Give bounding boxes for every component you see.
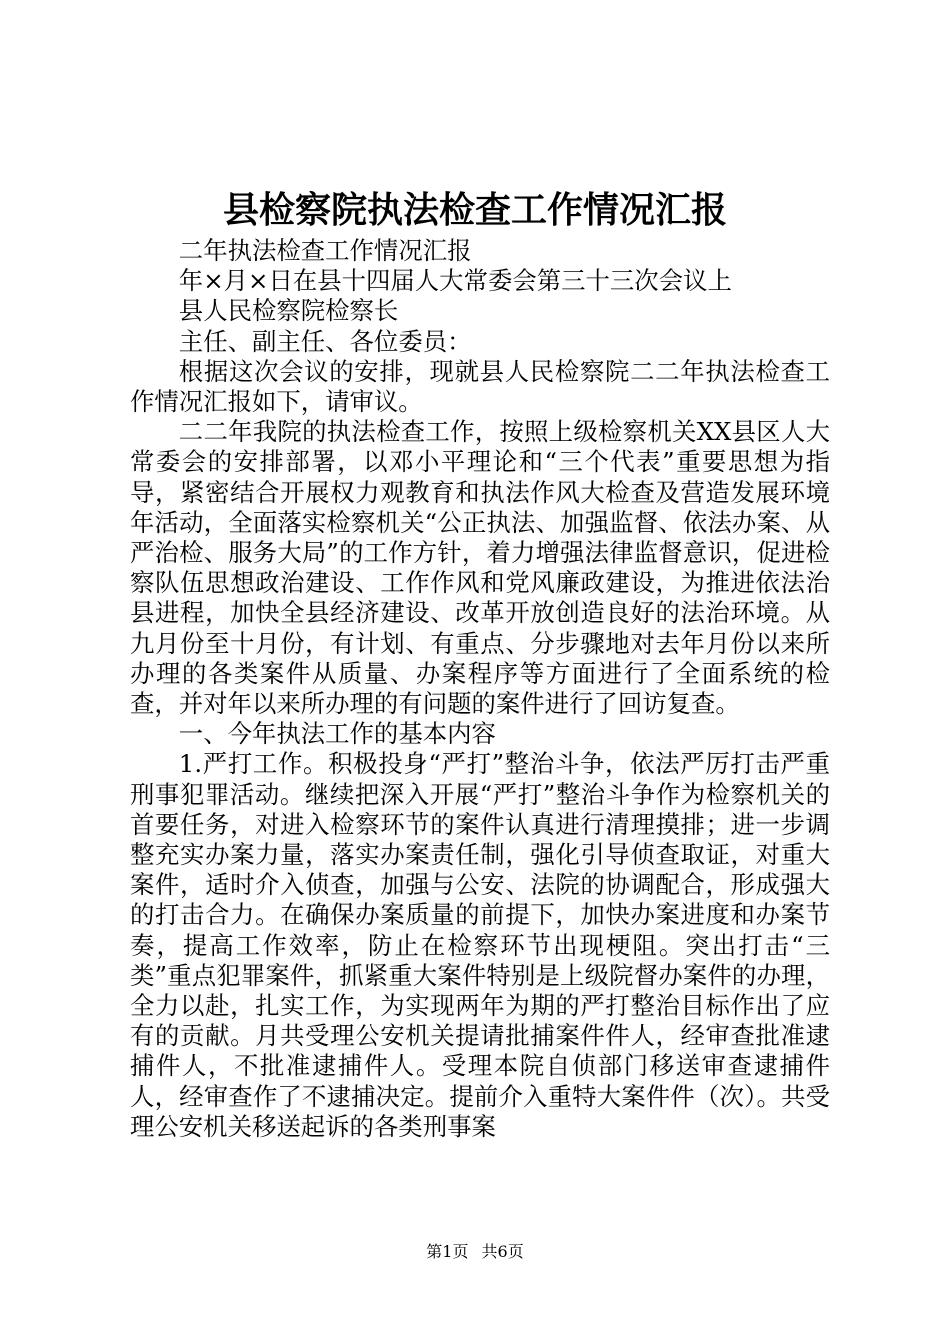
page-total: 共6页 [481,1242,524,1261]
document-body [130,236,830,1142]
document-title: 县检察院执法检查工作情况汇报 [222,189,727,231]
page-footer [0,1242,950,1262]
paragraph-subtitle: 二年执法检查工作情况汇报 [178,236,472,265]
paragraph-salutation: 主任、副主任、各位委员： [178,326,472,356]
paragraph-intro: 根据这次会议的安排，现就县人民检察院二二年执法检查工作情况汇报如下，请审议。 [130,356,830,417]
paragraph-overview: 二二年我院的执法检查工作，按照上级检察机关XX县区人大常委会的安排部署，以邓小平理论和“三个代表”重要思想为指导，紧密结合开展权力观教育和执法作风大检查及营造发展环境年活动，全面落实检察机关“公正执法、加强监督、依法办案、从严治检、服务大局”的工作方针，着力增强法律监督意识，促进检察队伍思想政治建设、工作作风和党风廉政建设，为推进依法治县进程，加快全县经济建设、改革开放创造良好的法治环境。从九月份至十月份，有计划、有重点、分步骤地对去年月份以来所办理的各类案件从质量、办案程序等方面进行了全面系统的检查，并对年以来所办理的有问题的案件进行了回访复查。 [130,417,830,719]
paragraph-meeting-line: 年×月×日在县十四届人大常委会第三十三次会议上 [178,266,732,296]
paragraph-strike-hard: 1.严打工作。积极投身“严打”整治斗争，依法严厉打击严重刑事犯罪活动。继续把深入开展“严打”整治斗争作为检察机关的首要任务，对进入检察环节的案件认真进行清理摸排；进一步调整充实办案力量，落实办案责任制，强化引导侦查取证，对重大案件，适时介入侦查，加强与公安、法院的协调配合，形成强大的打击合力。在确保办案质量的前提下，加快办案进度和办案节奏，提高工作效率，防止在检察环节出现梗阻。突出打击“三类”重点犯罪案件，抓紧重大案件特别是上级院督办案件的办理，全力以赴，扎实工作，为实现两年为期的严打整治目标作出了应有的贡献。月共受理公安机关提请批捕案件件人，经审查批准逮捕件人，不批准逮捕件人。受理本院自侦部门移送审查逮捕件人，经审查作了不逮捕决定。提前介入重特大案件件（次）。共受理公安机关移送起诉的各类刑事案 [130,749,830,1141]
section-heading-1: 一、今年执法工作的基本内容 [178,719,496,749]
paragraph-speaker: 县人民检察院检察长 [178,296,399,326]
page-number: 第1页 [426,1242,469,1261]
